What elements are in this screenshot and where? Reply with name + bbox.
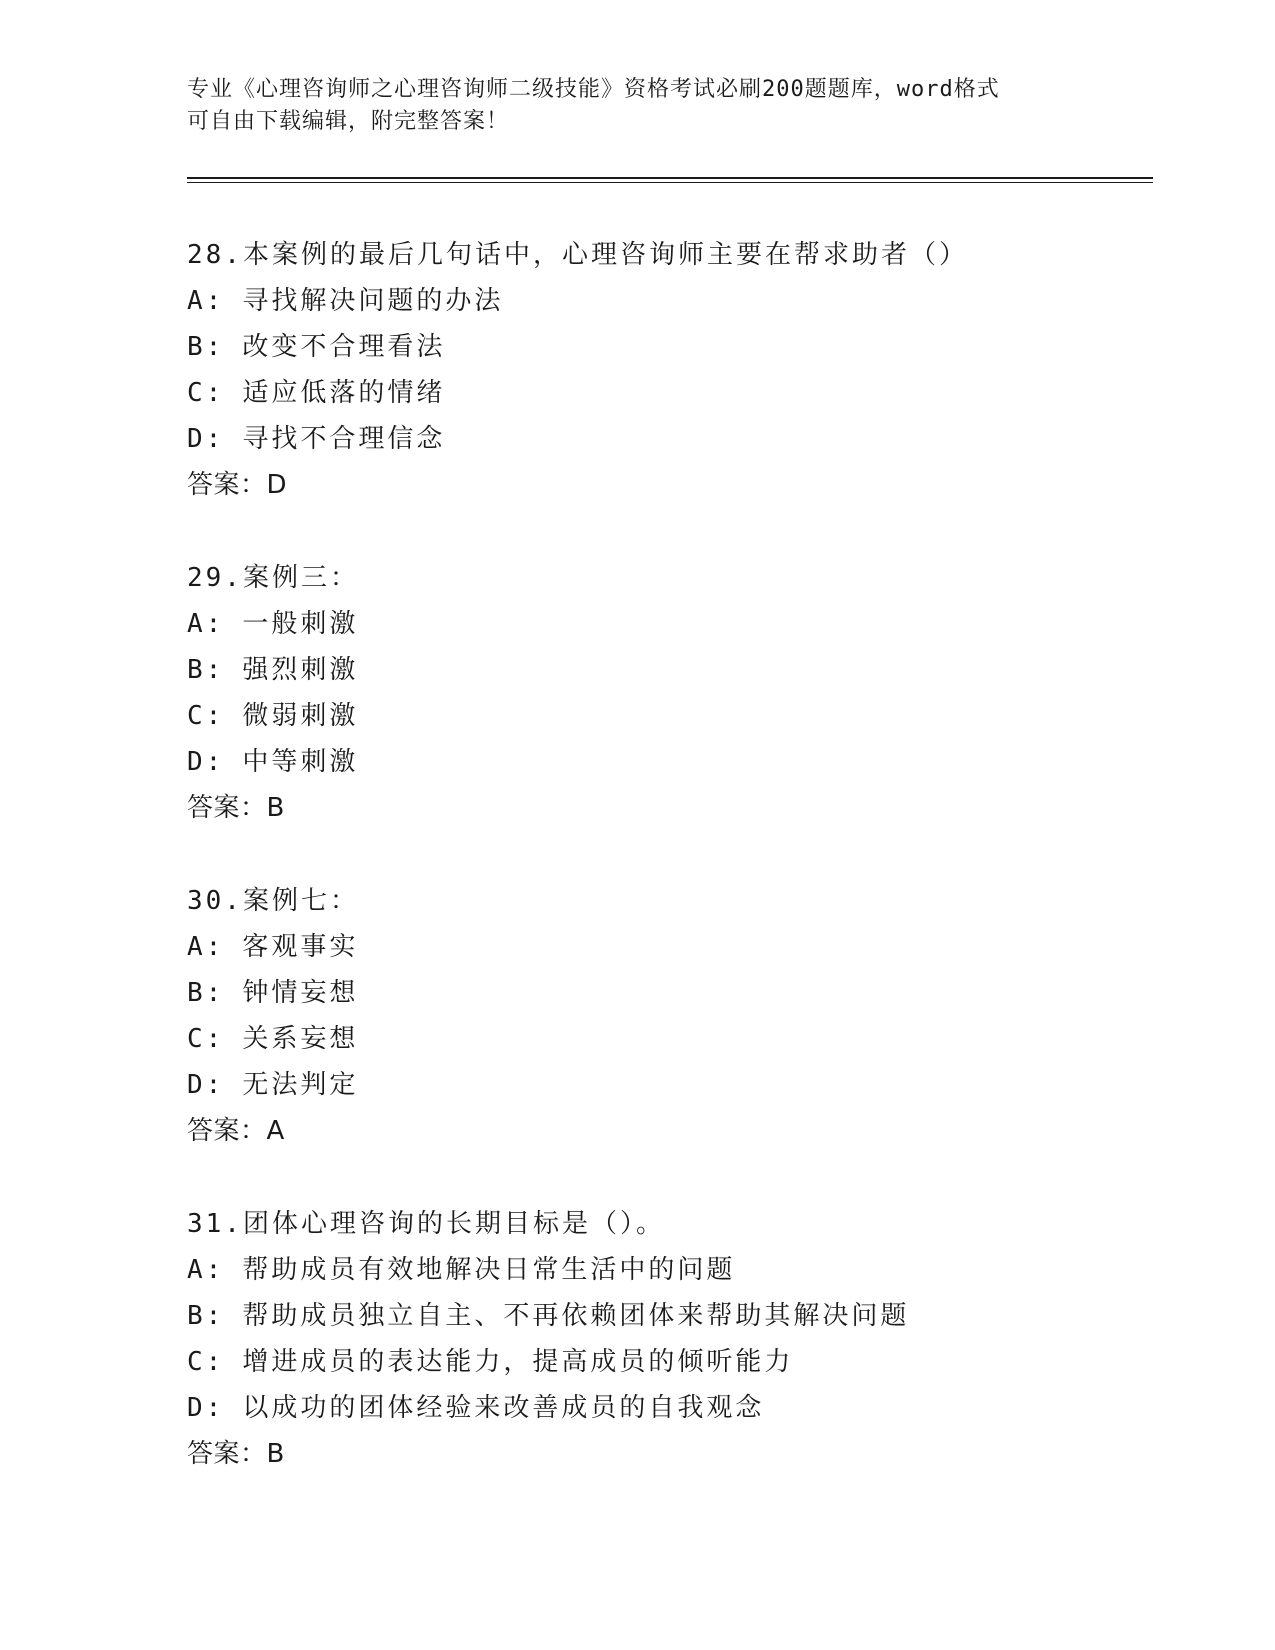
option-letter: B: — [187, 655, 225, 685]
question-28 — [187, 232, 1167, 508]
answer-line: 答案：D — [187, 470, 288, 500]
option-text: 一般刺激 — [242, 609, 359, 639]
option-text: 寻找不合理信念 — [242, 424, 446, 454]
option-letter: A: — [187, 1255, 225, 1285]
option-text: 微弱刺激 — [242, 701, 359, 731]
option-a — [187, 278, 1167, 324]
option-text: 无法判定 — [242, 1070, 359, 1100]
question-29 — [187, 555, 1167, 831]
option-letter: A: — [187, 609, 225, 639]
question-31 — [187, 1201, 1167, 1477]
option-text: 关系妄想 — [242, 1024, 359, 1054]
option-letter: D: — [187, 424, 225, 454]
answer-line: 答案：B — [187, 793, 285, 823]
answer-line: 答案：B — [187, 1439, 285, 1469]
question-stem: 29.案例三： — [187, 563, 359, 593]
option-d — [187, 416, 1167, 462]
option-letter: D: — [187, 1070, 225, 1100]
question-stem: 31.团体心理咨询的长期目标是（）。 — [187, 1209, 665, 1239]
document-header — [187, 74, 1087, 138]
option-letter: C: — [187, 1347, 225, 1377]
question-30 — [187, 878, 1167, 1154]
option-letter: B: — [187, 1301, 225, 1331]
option-text: 改变不合理看法 — [242, 332, 446, 362]
option-letter: B: — [187, 332, 225, 362]
option-text: 增进成员的表达能力，提高成员的倾听能力 — [242, 1347, 794, 1377]
option-b — [187, 1293, 1167, 1339]
option-letter: A: — [187, 286, 225, 316]
option-letter: A: — [187, 932, 225, 962]
question-stem: 28.本案例的最后几句话中，心理咨询师主要在帮求助者（） — [187, 240, 968, 270]
option-text: 帮助成员有效地解决日常生活中的问题 — [242, 1255, 736, 1285]
option-text: 强烈刺激 — [242, 655, 359, 685]
option-letter: C: — [187, 378, 225, 408]
option-letter: D: — [187, 747, 225, 777]
option-c — [187, 1339, 1167, 1385]
option-d — [187, 739, 1167, 785]
option-text: 中等刺激 — [242, 747, 359, 777]
answer-line: 答案：A — [187, 1116, 285, 1146]
header-title-line-2: 可自由下载编辑，附完整答案！ — [187, 109, 510, 134]
option-text: 客观事实 — [242, 932, 359, 962]
option-text: 寻找解决问题的办法 — [242, 286, 504, 316]
option-b — [187, 970, 1167, 1016]
option-text: 适应低落的情绪 — [242, 378, 446, 408]
option-text: 以成功的团体经验来改善成员的自我观念 — [242, 1393, 765, 1423]
option-text: 钟情妄想 — [242, 978, 359, 1008]
question-stem: 30.案例七： — [187, 886, 359, 916]
question-list — [187, 232, 1167, 1524]
header-divider — [187, 177, 1153, 183]
header-title-line-1: 专业《心理咨询师之心理咨询师二级技能》资格考试必刷200题题库，word格式 — [187, 77, 1000, 102]
option-letter: C: — [187, 1024, 225, 1054]
option-b — [187, 647, 1167, 693]
option-a — [187, 1247, 1167, 1293]
option-c — [187, 1016, 1167, 1062]
option-letter: C: — [187, 701, 225, 731]
option-d — [187, 1385, 1167, 1431]
option-b — [187, 324, 1167, 370]
option-letter: D: — [187, 1393, 225, 1423]
option-d — [187, 1062, 1167, 1108]
option-c — [187, 370, 1167, 416]
option-text: 帮助成员独立自主、不再依赖团体来帮助其解决问题 — [242, 1301, 910, 1331]
option-a — [187, 601, 1167, 647]
option-letter: B: — [187, 978, 225, 1008]
option-a — [187, 924, 1167, 970]
option-c — [187, 693, 1167, 739]
